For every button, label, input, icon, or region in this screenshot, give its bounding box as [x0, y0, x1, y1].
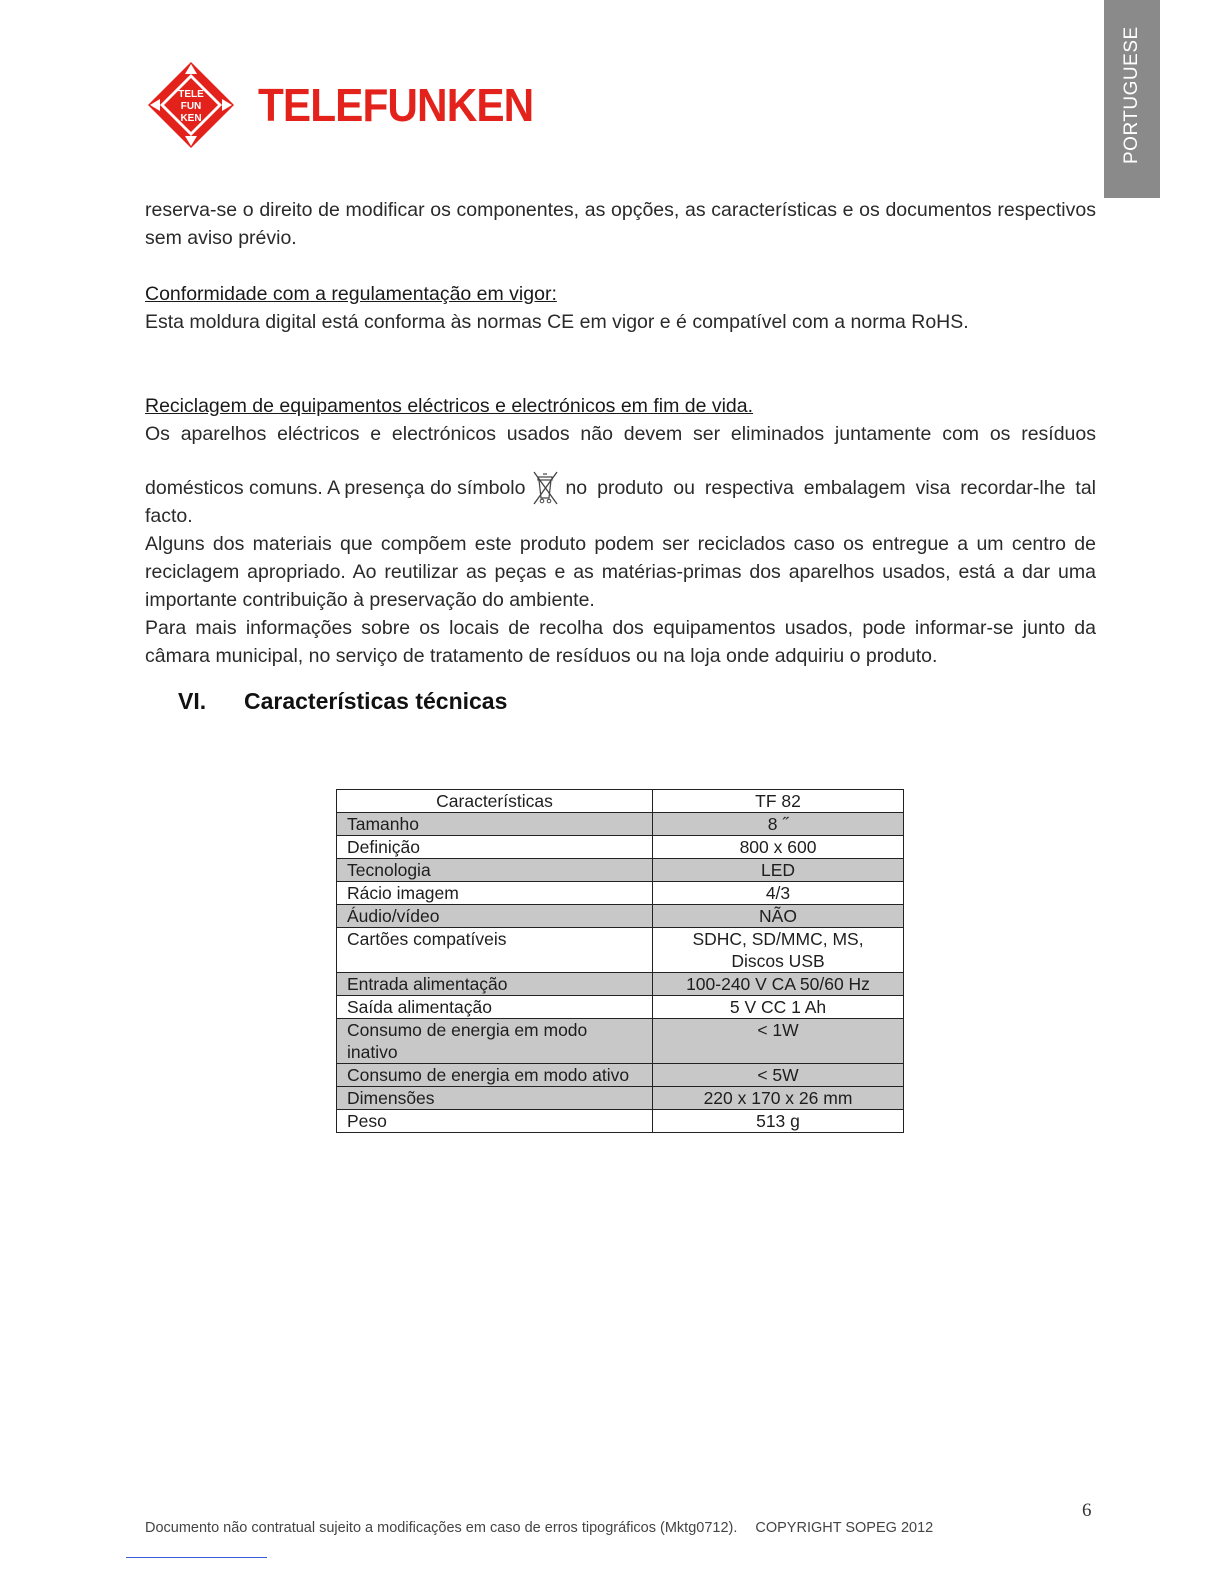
spec-value: < 5W	[653, 1064, 904, 1087]
emblem-line-2: FUN	[180, 101, 202, 112]
recycling-line-3: facto.	[145, 505, 193, 527]
spec-label: Saída alimentação	[337, 996, 653, 1019]
footer-disclaimer: Documento não contratual sujeito a modificações em caso de erros tipográficos (Mktg0712).	[145, 1520, 738, 1536]
spec-label: Peso	[337, 1110, 653, 1133]
footer-rule	[126, 1557, 267, 1558]
logo-wordmark: TELEFUNKEN	[258, 79, 534, 131]
crossed-bin-icon	[529, 468, 561, 508]
header-cell-feature: Características	[337, 790, 653, 813]
table-row	[337, 859, 904, 882]
spec-value: 100-240 V CA 50/60 Hz	[653, 973, 904, 996]
spec-label: Dimensões	[337, 1087, 653, 1110]
table-row	[337, 928, 904, 973]
table-row	[337, 996, 904, 1019]
recycling-heading: Reciclagem de equipamentos eléctricos e electrónicos em fim de vida.	[145, 395, 754, 417]
recycling-symbol-line	[145, 468, 1096, 502]
specs-table	[336, 789, 904, 1133]
spec-value: 800 x 600	[653, 836, 904, 859]
table-row	[337, 836, 904, 859]
spec-label: Tamanho	[337, 813, 653, 836]
spec-label: Definição	[337, 836, 653, 859]
section-title: Características técnicas	[244, 688, 508, 714]
recycling-paragraph-2: Alguns dos materiais que compõem este produto podem ser reciclados caso os entregue a um centro de reciclagem apropriado. Ao reutilizar as peças e as matérias-primas dos aparelhos usados, está a dar uma importante contribuição à preservação do ambiente.	[145, 533, 1096, 611]
conformity-text: Esta moldura digital está conforma às normas CE em vigor e é compatível com a norma RoHS.	[145, 311, 969, 333]
telefunken-emblem-icon	[146, 60, 236, 150]
spec-value: SDHC, SD/MMC, MS, Discos USB	[653, 928, 904, 973]
recycling-line-1: Os aparelhos eléctricos e electrónicos usados não devem ser eliminados juntamente com os resíduos	[145, 423, 1096, 445]
spec-value: 5 V CC 1 Ah	[653, 996, 904, 1019]
spec-value: 4/3	[653, 882, 904, 905]
spec-value: 220 x 170 x 26 mm	[653, 1087, 904, 1110]
table-row	[337, 905, 904, 928]
recycling-line-2-before: domésticos comuns. A presença do símbolo	[145, 477, 526, 499]
table-row	[337, 1110, 904, 1133]
intro-paragraph: reserva-se o direito de modificar os componentes, as opções, as características e os documentos respectivos sem aviso prévio.	[145, 199, 1096, 249]
section-number: VI.	[178, 688, 207, 714]
table-row	[337, 882, 904, 905]
table-row	[337, 973, 904, 996]
spec-label: Consumo de energia em modo ativo	[337, 1064, 653, 1087]
emblem-line-3: KEN	[180, 113, 202, 124]
footer-copyright: COPYRIGHT SOPEG 2012	[755, 1520, 934, 1536]
table-row	[337, 1019, 904, 1064]
header-cell-model: TF 82	[653, 790, 904, 813]
table-row	[337, 1087, 904, 1110]
language-tab-label: PORTUGUESE	[1121, 26, 1142, 164]
table-row	[337, 1064, 904, 1087]
spec-value: NÃO	[653, 905, 904, 928]
spec-value: < 1W	[653, 1019, 904, 1064]
emblem-line-1: TELE	[178, 89, 204, 100]
table-header-row	[337, 790, 904, 813]
spec-label: Cartões compatíveis	[337, 928, 653, 973]
conformity-heading: Conformidade com a regulamentação em vigor:	[145, 283, 557, 305]
spec-value: LED	[653, 859, 904, 882]
page-number: 6	[1082, 1500, 1092, 1521]
spec-label: Consumo de energia em modo inativo	[337, 1019, 653, 1064]
body-content	[145, 196, 1096, 670]
spec-label: Entrada alimentação	[337, 973, 653, 996]
language-tab	[1104, 0, 1160, 198]
spec-value: 8 ˝	[653, 813, 904, 836]
spec-value: 513 g	[653, 1110, 904, 1133]
page-footer	[145, 1520, 933, 1536]
recycling-line-2-after: no produto ou respectiva embalagem visa recordar-lhe tal	[565, 477, 1096, 499]
section-heading	[178, 688, 507, 715]
recycling-paragraph-3: Para mais informações sobre os locais de recolha dos equipamentos usados, pode informar-se junto da câmara municipal, no serviço de tratamento de resíduos ou na loja onde adquiriu o produto.	[145, 617, 1096, 667]
telefunken-logo	[146, 60, 534, 152]
table-row	[337, 813, 904, 836]
spec-label: Tecnologia	[337, 859, 653, 882]
spec-label: Rácio imagem	[337, 882, 653, 905]
spec-label: Áudio/vídeo	[337, 905, 653, 928]
